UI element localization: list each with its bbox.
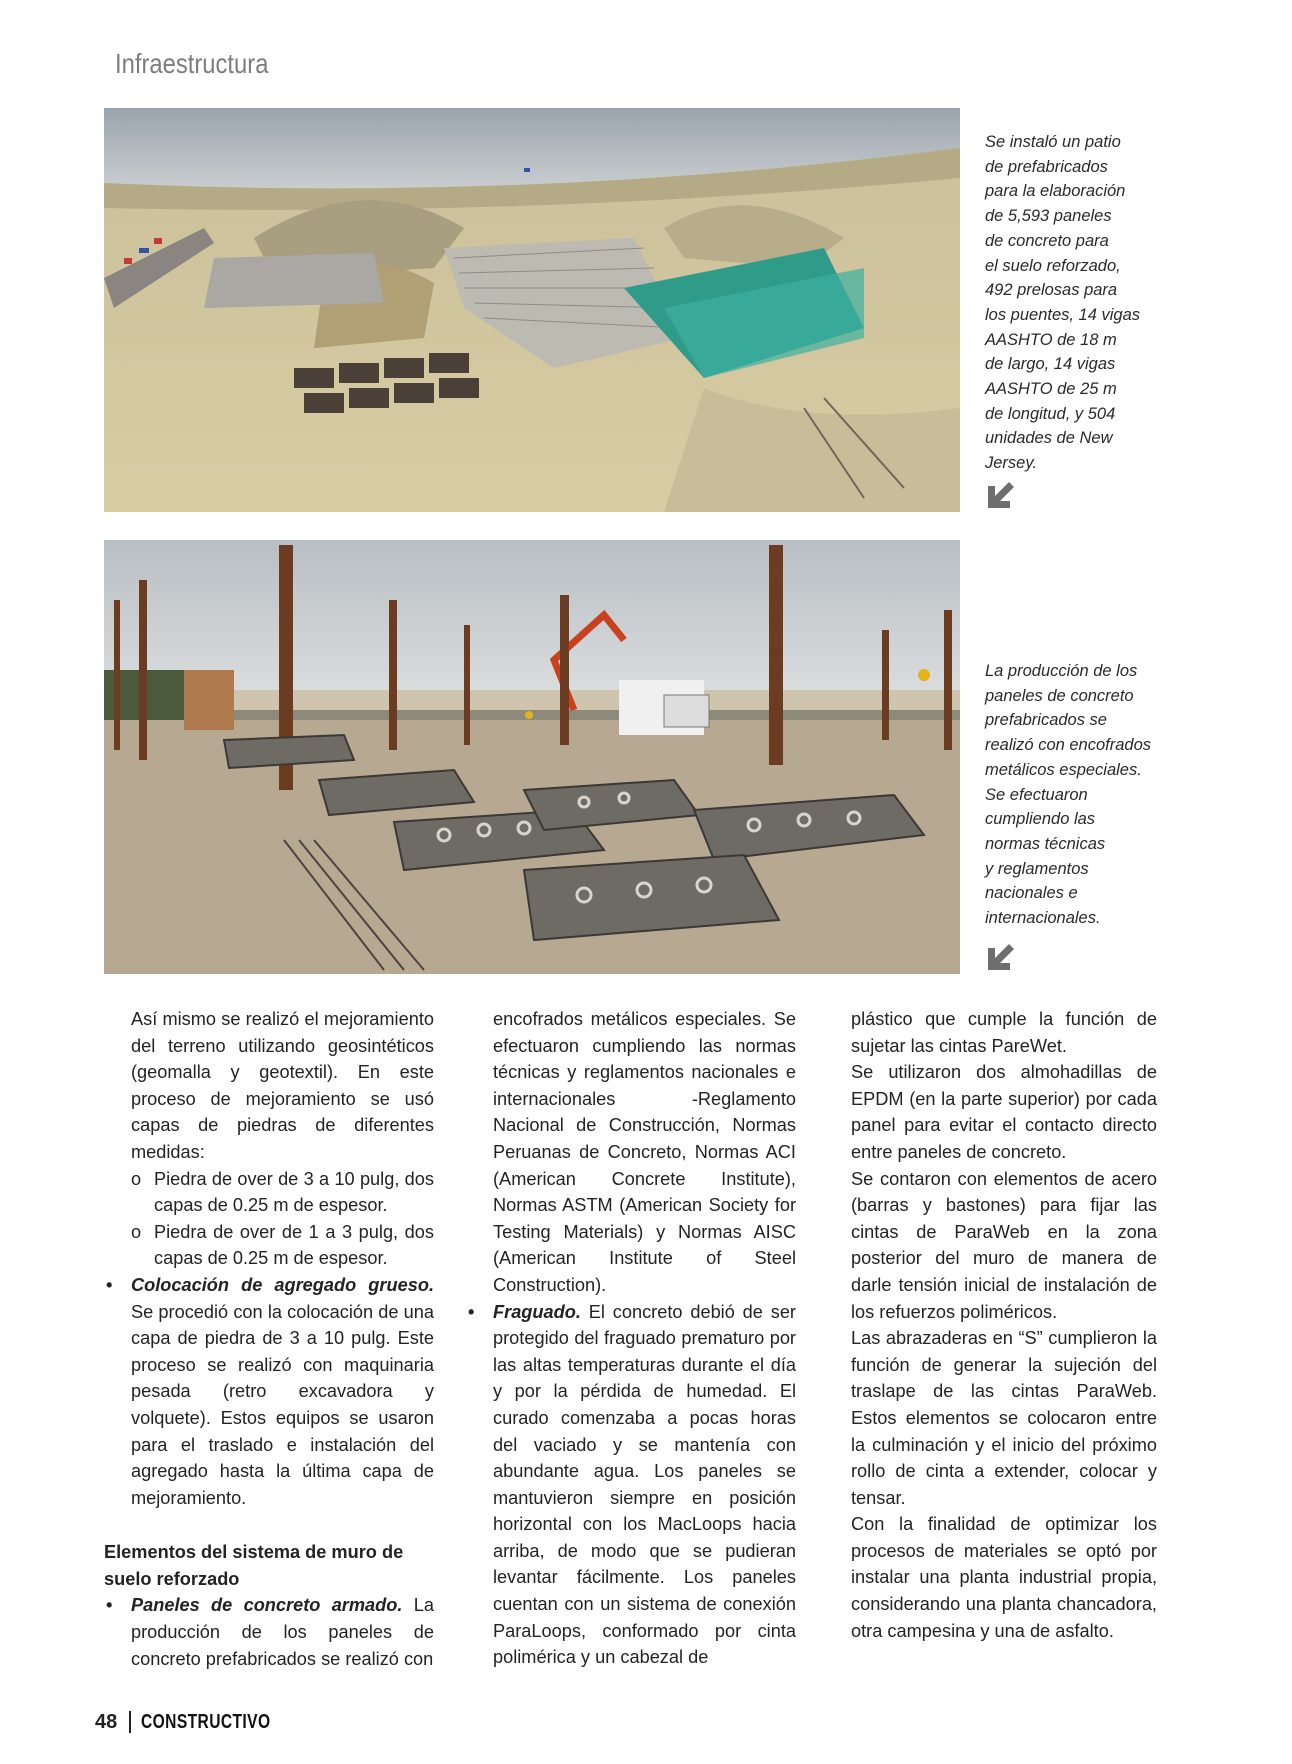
bullet-title: Paneles de concreto armado.	[131, 1595, 403, 1616]
page-number: 48	[95, 1710, 118, 1733]
caption-line: 492 prelosas para	[985, 281, 1118, 300]
sub-item-text: Piedra de over de 1 a 3 pulg, dos capas de 0.25 m de espesor.	[154, 1221, 434, 1269]
photo1-caption	[985, 130, 1155, 476]
footer-divider	[129, 1711, 131, 1733]
sub-item-text: Piedra de over de 3 a 10 pulg, dos capas de 0.25 m de espesor.	[154, 1168, 434, 1216]
paragraph: Se utilizaron dos almohadillas de EPDM (en la parte superior) por cada panel para evitar el contacto directo entre paneles de concreto.	[851, 1062, 1157, 1162]
bullet-item	[466, 1299, 796, 1671]
paragraph: Las abrazaderas en “S” cumplieron la función de generar la sujeción del traslape de las cintas ParaWeb. Estos elementos se colocaron entre la culminación y el inicio del próximo rollo de cinta a extender, colocar y tensar.	[851, 1328, 1157, 1508]
bullet-title: Fraguado.	[493, 1301, 581, 1322]
bullet-text: Se procedió con la colocación de una capa de piedra de 3 a 10 pulg. Este proceso se realizó con maquinaria pesada (retro excavadora y volquete). Estos equipos se usaron para el traslado e instalación del agregado hasta la última capa de mejoramiento.	[131, 1301, 434, 1508]
bullet-marker: •	[106, 1595, 113, 1616]
paragraph: Se contaron con elementos de acero (barras y bastones) para fijar las cintas de ParaWeb en la zona posterior del muro de manera de darle tensión inicial de instalación de los refuerzos poliméricos.	[851, 1168, 1157, 1322]
caption-line: de prefabricados	[985, 157, 1108, 176]
bullet-marker: •	[468, 1301, 475, 1322]
caption-line: nacionales e	[985, 884, 1078, 903]
sub-item	[104, 1219, 434, 1272]
bullet-item	[104, 1592, 434, 1672]
paragraph: Con la finalidad de optimizar los procesos de materiales se optó por instalar una planta industrial propia, considerando una planta chancadora, otra campesina y una de asfalto.	[851, 1514, 1157, 1641]
sub-item	[104, 1166, 434, 1219]
photo2-caption	[985, 659, 1155, 931]
section-heading: Elementos del sistema de muro de suelo reforzado	[104, 1542, 404, 1589]
text-column-2	[466, 1006, 796, 1671]
bullet-text: El concreto debió de ser protegido del fraguado prematuro por las altas temperaturas durante el día y por la pérdida de humedad. El curado comenzaba a pocas horas del vaciado y se mantenía con abundante agua. Los paneles se mantuvieron siempre en posición horizontal con los MacLoops hacia arriba, de modo que se pudieran levantar fácilmente. Los paneles cuentan con un sistema de conexión ParaLoops, conformado por cinta polimérica y un cabezal de	[493, 1301, 796, 1668]
text-column-1	[104, 1006, 434, 1672]
bullet-text: La producción de los paneles de concreto prefabricados se realizó con	[131, 1595, 434, 1669]
caption-line: La producción de los	[985, 662, 1138, 680]
bullet-marker: •	[106, 1274, 113, 1295]
caption-line: realizó con encofrados	[985, 736, 1152, 755]
precast-yard-aerial-photo	[104, 108, 960, 512]
caption-line: de longitud, y 504	[985, 404, 1116, 423]
intro-paragraph: Así mismo se realizó el mejoramiento del terreno utilizando geosintéticos (geomalla y geotextil). En este proceso de mejoramiento se usó capas de piedras de diferentes medidas:	[131, 1009, 434, 1162]
arrow-down-left-icon	[984, 478, 1018, 512]
caption-line: paneles de concreto	[985, 686, 1134, 705]
caption-line: AASHTO de 25 m	[985, 380, 1117, 399]
caption-line: el suelo reforzado,	[985, 256, 1121, 275]
arrow-down-left-icon	[984, 940, 1018, 974]
magazine-brand: CONSTRUCTIVO	[141, 1710, 271, 1733]
caption-line: los puentes, 14 vigas	[985, 305, 1141, 324]
caption-line: Se efectuaron	[985, 785, 1088, 804]
bullet-item	[104, 1272, 434, 1511]
precast-panels-photo	[104, 540, 960, 974]
sub-marker: o	[131, 1221, 142, 1242]
paragraph: plástico que cumple la función de sujetar las cintas PareWet.	[851, 1009, 1157, 1056]
text-column-3	[851, 1006, 1157, 1644]
caption-line: Se instaló un patio	[985, 133, 1121, 151]
caption-line: Jersey.	[985, 454, 1037, 473]
caption-line: cumpliendo las	[985, 810, 1096, 829]
caption-line: de 5,593 paneles	[985, 207, 1112, 226]
page-footer	[95, 1708, 307, 1736]
paragraph: encofrados metálicos especiales. Se efectuaron cumpliendo las normas técnicas y reglamentos nacionales e internacionales -Reglamento Nacional de Construcción, Normas Peruanas de Concreto, Normas ACI (American Concrete Institute), Normas ASTM (American Society for Testing Materials) y Normas AISC (American Institute of Steel Construction).	[493, 1009, 796, 1295]
caption-line: para la elaboración	[985, 182, 1126, 201]
caption-line: internacionales.	[985, 909, 1101, 928]
caption-line: unidades de New	[985, 429, 1113, 448]
sub-marker: o	[131, 1168, 142, 1189]
caption-line: de largo, 14 vigas	[985, 355, 1116, 374]
section-title: Infraestructura	[115, 48, 269, 79]
bullet-title: Colocación de agregado grueso.	[131, 1274, 434, 1295]
caption-line: prefabricados se	[985, 711, 1107, 730]
caption-line: metálicos especiales.	[985, 760, 1142, 779]
caption-line: normas técnicas	[985, 834, 1106, 853]
caption-line: y reglamentos	[985, 859, 1089, 878]
caption-line: AASHTO de 18 m	[985, 330, 1117, 349]
caption-line: de concreto para	[985, 231, 1109, 250]
